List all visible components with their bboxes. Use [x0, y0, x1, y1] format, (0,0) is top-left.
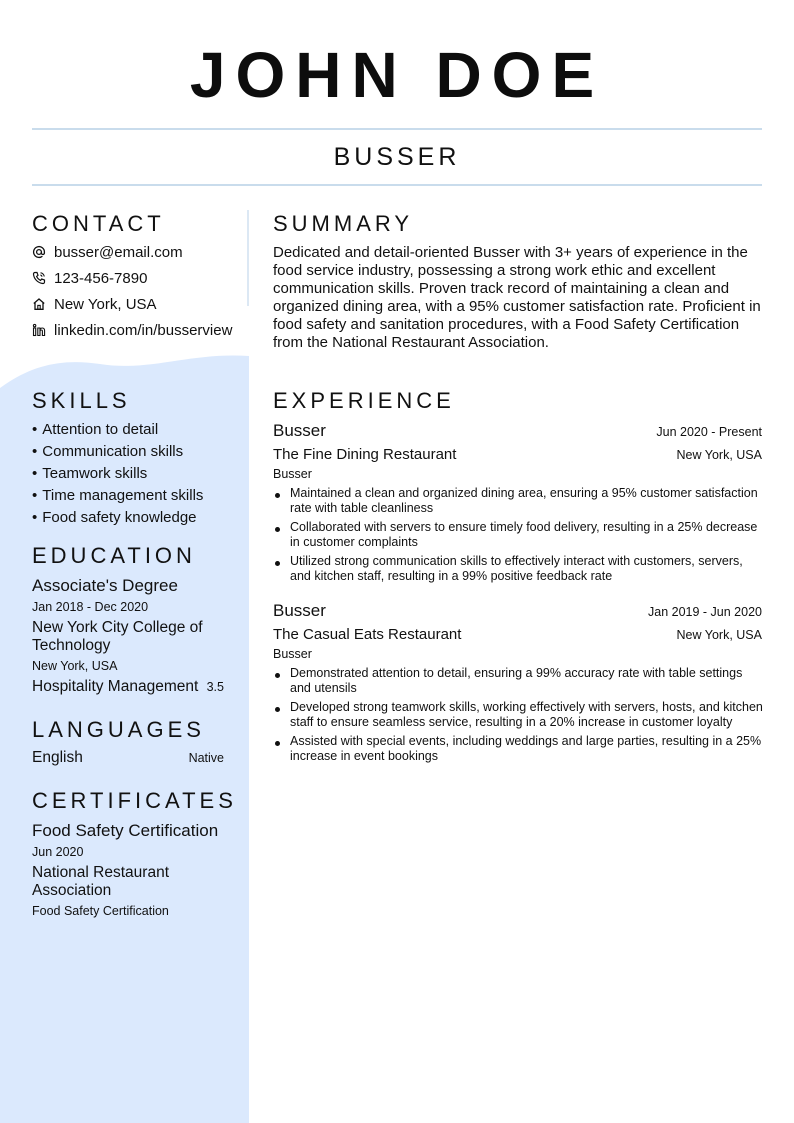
job-subtitle: Busser	[273, 467, 312, 481]
column-divider	[247, 210, 249, 306]
skill-item: • Teamwork skills	[32, 463, 237, 485]
home-icon	[32, 297, 46, 311]
language-row	[32, 749, 224, 767]
job-role-title: BUSSER	[333, 143, 461, 171]
contact-heading: CONTACT	[32, 211, 165, 236]
skill-item: • Food safety knowledge	[32, 507, 237, 529]
skills-list	[32, 419, 237, 529]
contact-location-text: New York, USA	[54, 295, 157, 313]
contact-location	[32, 294, 157, 314]
certificate-name: Food Safety Certification	[32, 821, 219, 840]
language-level: Native	[188, 751, 224, 765]
summary-heading: SUMMARY	[273, 211, 414, 236]
job-bullet: Assisted with special events, including weddings and large parties, resulting in a 25% increase in event bookings	[273, 734, 763, 764]
job-title-row	[273, 601, 762, 621]
job-location: New York, USA	[676, 628, 762, 642]
job-title-row	[273, 421, 762, 441]
education-field-row	[32, 678, 224, 696]
job-title: Busser	[273, 601, 326, 620]
education-dates: Jan 2018 - Dec 2020	[32, 600, 149, 614]
at-icon	[32, 245, 46, 259]
education-heading: EDUCATION	[32, 543, 196, 568]
linkedin-icon	[32, 323, 46, 337]
skill-item: • Attention to detail	[32, 419, 237, 441]
job-location: New York, USA	[676, 448, 762, 462]
education-gpa: 3.5	[206, 680, 224, 694]
contact-phone[interactable]	[32, 268, 147, 288]
job-dates: Jan 2019 - Jun 2020	[648, 605, 762, 619]
candidate-name: JOHN DOE	[189, 39, 605, 111]
job-bullet: Utilized strong communication skills to effectively interact with customers, servers, and kitchen staff, resulting in a 99% positive feedback rate	[273, 554, 763, 584]
language-name: English	[32, 749, 83, 766]
skill-item: • Time management skills	[32, 485, 237, 507]
header-bottom-divider	[32, 184, 762, 186]
job-dates: Jun 2020 - Present	[656, 425, 762, 439]
languages-heading: LANGUAGES	[32, 717, 205, 742]
education-field: Hospitality Management	[32, 678, 199, 695]
job-bullets	[273, 486, 763, 588]
certificates-heading: CERTIFICATES	[32, 788, 237, 813]
header-top-divider	[32, 128, 762, 130]
job-subtitle: Busser	[273, 647, 312, 661]
contact-linkedin-text: linkedin.com/in/busserview	[54, 321, 233, 339]
skills-heading: SKILLS	[32, 388, 131, 413]
job-title: Busser	[273, 421, 326, 440]
job-bullets	[273, 666, 763, 768]
summary-text: Dedicated and detail-oriented Busser with 3+ years of experience in the food service industry, possessing a strong work ethic and excellent communication skills. Proven track record of maintaining a clean and organized dining area, with a 95% customer satisfaction rate. Proficient in food safety and sanitation procedures, with a Food Safety Certification from the National Restaurant Association.	[273, 244, 761, 351]
job-company: The Fine Dining Restaurant	[273, 446, 457, 463]
job-bullet: Developed strong teamwork skills, working effectively with servers, hosts, and kitchen staff to ensure seamless service, resulting in a 20% increase in customer loyalty	[273, 700, 763, 730]
certificate-detail: Food Safety Certification	[32, 904, 169, 918]
contact-email[interactable]	[32, 242, 183, 262]
certificate-date: Jun 2020	[32, 845, 84, 859]
certificate-issuer: National Restaurant Association	[32, 864, 169, 899]
education-school: New York City College of Technology	[32, 619, 203, 654]
skill-item: • Communication skills	[32, 441, 237, 463]
job-company: The Casual Eats Restaurant	[273, 626, 462, 643]
job-bullet: Collaborated with servers to ensure timely food delivery, resulting in a 25% decrease in customer complaints	[273, 520, 763, 550]
job-bullet: Demonstrated attention to detail, ensuring a 99% accuracy rate with table settings and utensils	[273, 666, 763, 696]
experience-heading: EXPERIENCE	[273, 388, 455, 413]
job-company-row	[273, 446, 762, 463]
contact-email-text: busser@email.com	[54, 243, 183, 261]
contact-phone-text: 123-456-7890	[54, 269, 148, 287]
education-location: New York, USA	[32, 659, 118, 673]
phone-icon	[32, 271, 46, 285]
job-company-row	[273, 626, 762, 643]
education-degree: Associate's Degree	[32, 576, 178, 595]
contact-linkedin[interactable]	[32, 320, 232, 340]
job-bullet: Maintained a clean and organized dining area, ensuring a 95% customer satisfaction rate with table cleanliness	[273, 486, 763, 516]
